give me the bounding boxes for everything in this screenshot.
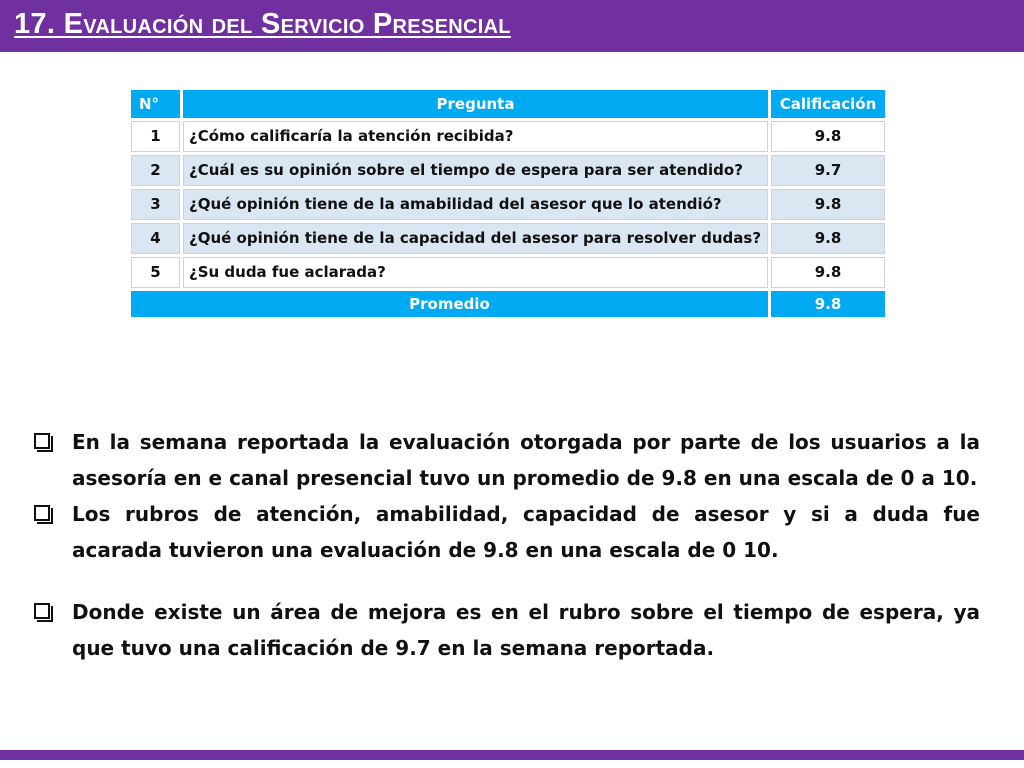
finding-text: Los rubros de atención, amabilidad, capacidad de asesor y si a duda fue acarada tuvieron una evaluación de 9.8 en una escala de 0 10. [72, 502, 980, 562]
page-title: 17. Evaluación del Servicio Presencial [14, 8, 511, 40]
footer-bar [0, 750, 1024, 760]
row-number: 5 [131, 257, 180, 288]
table-row [131, 155, 885, 186]
row-score: 9.8 [771, 121, 885, 152]
checkbox-bullet-icon [34, 505, 50, 521]
row-score: 9.8 [771, 189, 885, 220]
row-question: ¿Qué opinión tiene de la capacidad del asesor para resolver dudas? [183, 223, 768, 254]
findings-list [34, 424, 980, 666]
table-row [131, 189, 885, 220]
finding-item [34, 424, 980, 496]
row-score: 9.7 [771, 155, 885, 186]
row-number: 1 [131, 121, 180, 152]
title-bar [0, 0, 1024, 52]
average-score: 9.8 [771, 291, 885, 317]
row-number: 3 [131, 189, 180, 220]
average-row [131, 291, 885, 317]
table-row [131, 257, 885, 288]
row-score: 9.8 [771, 223, 885, 254]
table-header-row [131, 90, 885, 118]
finding-text: Donde existe un área de mejora es en el rubro sobre el tiempo de espera, ya que tuvo una calificación de 9.7 en la semana reportada. [72, 600, 980, 660]
row-number: 4 [131, 223, 180, 254]
finding-item [34, 594, 980, 666]
row-question: ¿Su duda fue aclarada? [183, 257, 768, 288]
row-question: ¿Cómo calificaría la atención recibida? [183, 121, 768, 152]
row-score: 9.8 [771, 257, 885, 288]
column-header-number: N° [131, 90, 180, 118]
row-question: ¿Cuál es su opinión sobre el tiempo de espera para ser atendido? [183, 155, 768, 186]
finding-item [34, 496, 980, 568]
column-header-question: Pregunta [183, 90, 768, 118]
row-question: ¿Qué opinión tiene de la amabilidad del asesor que lo atendió? [183, 189, 768, 220]
finding-text: En la semana reportada la evaluación otorgada por parte de los usuarios a la asesoría en e canal presencial tuvo un promedio de 9.8 en una escala de 0 a 10. [72, 430, 980, 490]
table-row [131, 223, 885, 254]
table-row [131, 121, 885, 152]
column-header-score: Calificación [771, 90, 885, 118]
checkbox-bullet-icon [34, 603, 50, 619]
evaluation-table [128, 87, 888, 320]
checkbox-bullet-icon [34, 433, 50, 449]
average-label: Promedio [131, 291, 768, 317]
row-number: 2 [131, 155, 180, 186]
